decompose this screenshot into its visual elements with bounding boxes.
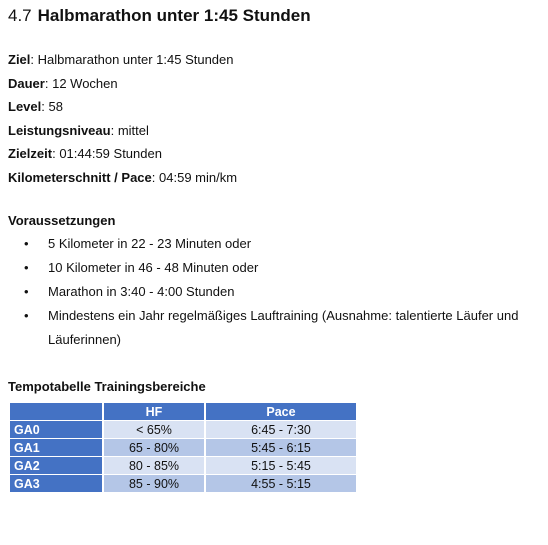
bullet-icon: • — [24, 236, 29, 251]
hf-cell: 80 - 85% — [104, 457, 204, 474]
list-item-text: Marathon in 3:40 - 4:00 Stunden — [48, 284, 235, 299]
fact-target-time: Zielzeit: 01:44:59 Stunden — [8, 146, 162, 161]
fact-key: Zielzeit — [8, 146, 53, 161]
pace-cell: 4:55 - 5:15 — [206, 475, 356, 492]
section-title: Halbmarathon unter 1:45 Stunden — [37, 6, 311, 25]
pace-cell: 6:45 - 7:30 — [206, 421, 356, 438]
header-pace: Pace — [206, 403, 356, 420]
list-item — [22, 280, 532, 304]
fact-level: Level: 58 — [8, 99, 63, 114]
table-header-row — [10, 403, 356, 420]
list-item — [22, 232, 532, 256]
fact-performance-level: Leistungsniveau: mittel — [8, 122, 149, 138]
fact-key: Dauer — [8, 75, 45, 91]
hf-cell: 85 - 90% — [104, 475, 204, 492]
section-number: 4.7 — [8, 6, 32, 25]
prerequisites-list — [22, 232, 532, 352]
prerequisites-title: Voraussetzungen — [8, 213, 116, 228]
fact-value: 01:44:59 Stunden — [59, 146, 162, 161]
table-row — [10, 475, 356, 492]
fact-value: 12 Wochen — [52, 75, 118, 91]
pace-cell: 5:15 - 5:45 — [206, 457, 356, 474]
header-corner-cell — [10, 403, 102, 420]
list-item-text: Mindestens ein Jahr regelmäßiges Lauftraining (Ausnahme: talentierte Läufer und Läuferinnen) — [48, 308, 519, 347]
zone-cell: GA3 — [10, 475, 102, 492]
fact-value: 04:59 min/km — [159, 169, 238, 185]
zone-cell: GA2 — [10, 457, 102, 474]
table-row — [10, 457, 356, 474]
table-row — [10, 421, 356, 438]
fact-value: Halbmarathon unter 1:45 Stunden — [37, 52, 234, 67]
header-hf: HF — [104, 403, 204, 420]
hf-cell: 65 - 80% — [104, 439, 204, 456]
hf-cell: < 65% — [104, 421, 204, 438]
bullet-icon: • — [24, 308, 29, 323]
tempo-table-title: Tempotabelle Trainingsbereiche — [8, 379, 206, 394]
fact-value: mittel — [117, 122, 149, 138]
fact-value: 58 — [48, 99, 63, 114]
list-item-text: 5 Kilometer in 22 - 23 Minuten oder — [48, 236, 252, 251]
tempo-table — [8, 402, 358, 493]
fact-pace: Kilometerschnitt / Pace: 04:59 min/km — [8, 169, 238, 185]
list-item — [22, 256, 532, 280]
bullet-icon: • — [24, 260, 29, 275]
fact-key: Level — [8, 99, 42, 114]
fact-key: Leistungsniveau — [8, 122, 111, 138]
bullet-icon: • — [24, 284, 29, 299]
pace-cell: 5:45 - 6:15 — [206, 439, 356, 456]
fact-key: Ziel — [8, 52, 31, 67]
section-heading — [8, 6, 311, 26]
table-row — [10, 439, 356, 456]
plan-facts — [8, 48, 237, 189]
zone-cell: GA1 — [10, 439, 102, 456]
fact-key: Kilometerschnitt / Pace — [8, 169, 152, 185]
fact-duration: Dauer: 12 Wochen — [8, 75, 118, 91]
list-item-text: 10 Kilometer in 46 - 48 Minuten oder — [48, 260, 259, 275]
zone-cell: GA0 — [10, 421, 102, 438]
list-item — [22, 304, 532, 352]
fact-goal: Ziel: Halbmarathon unter 1:45 Stunden — [8, 52, 234, 67]
